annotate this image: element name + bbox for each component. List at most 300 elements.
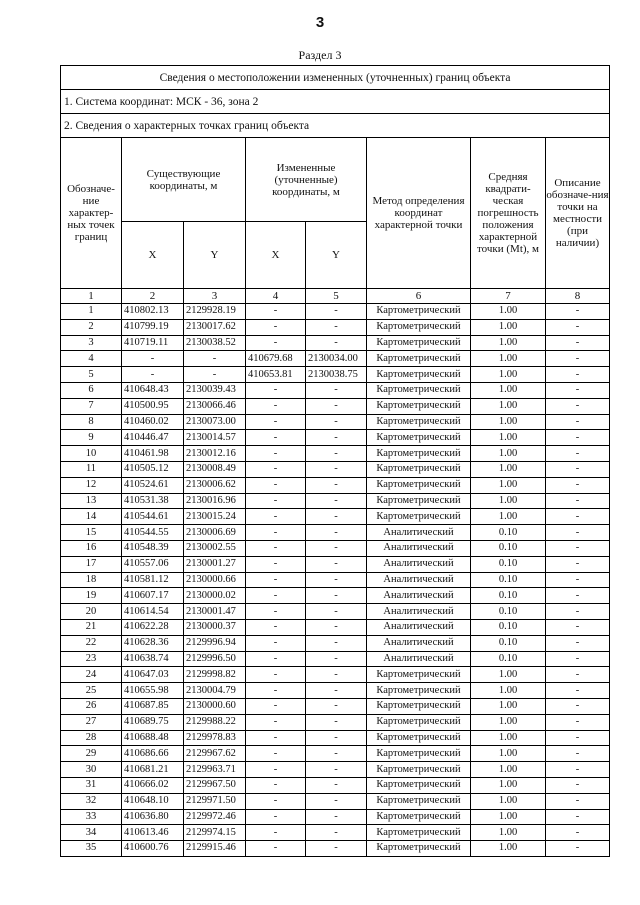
accuracy: 0.10 — [471, 540, 546, 556]
accuracy: 1.00 — [471, 762, 546, 778]
method: Аналитический — [367, 525, 471, 541]
accuracy: 0.10 — [471, 651, 546, 667]
table-row — [61, 683, 610, 699]
method: Картометрический — [367, 714, 471, 730]
column-number: 2 — [122, 289, 184, 304]
description: - — [546, 683, 610, 699]
changed-y: - — [306, 319, 367, 335]
description: - — [546, 304, 610, 320]
accuracy: 1.00 — [471, 714, 546, 730]
table-row — [61, 762, 610, 778]
existing-y: 2130000.66 — [184, 572, 246, 588]
existing-y: 2130012.16 — [184, 446, 246, 462]
description: - — [546, 714, 610, 730]
existing-x: 410461.98 — [122, 446, 184, 462]
accuracy: 1.00 — [471, 351, 546, 367]
existing-x: 410638.74 — [122, 651, 184, 667]
existing-x: 410446.47 — [122, 430, 184, 446]
changed-y: - — [306, 382, 367, 398]
changed-y: - — [306, 335, 367, 351]
point-number: 7 — [61, 398, 122, 414]
point-number: 3 — [61, 335, 122, 351]
changed-y: - — [306, 525, 367, 541]
description: - — [546, 319, 610, 335]
point-number: 12 — [61, 477, 122, 493]
changed-x: - — [246, 683, 306, 699]
table-row — [61, 430, 610, 446]
description: - — [546, 777, 610, 793]
point-number: 5 — [61, 367, 122, 383]
header-description: Описание обозначе-ния точки на местности (при наличии) — [546, 138, 610, 289]
changed-x: - — [246, 446, 306, 462]
method: Картометрический — [367, 809, 471, 825]
table-row — [61, 825, 610, 841]
changed-y: - — [306, 572, 367, 588]
accuracy: 1.00 — [471, 667, 546, 683]
changed-x: - — [246, 730, 306, 746]
changed-x: - — [246, 461, 306, 477]
point-number: 30 — [61, 762, 122, 778]
method: Картометрический — [367, 430, 471, 446]
existing-y: 2129972.46 — [184, 809, 246, 825]
description: - — [546, 367, 610, 383]
header-existing-y: Y — [184, 222, 246, 289]
existing-x: 410607.17 — [122, 588, 184, 604]
changed-x: - — [246, 604, 306, 620]
changed-y: - — [306, 651, 367, 667]
point-number: 33 — [61, 809, 122, 825]
changed-y: - — [306, 841, 367, 857]
existing-y: 2129971.50 — [184, 793, 246, 809]
changed-x: - — [246, 335, 306, 351]
accuracy: 1.00 — [471, 698, 546, 714]
changed-y: - — [306, 762, 367, 778]
point-number: 26 — [61, 698, 122, 714]
point-number: 29 — [61, 746, 122, 762]
section-label: Раздел 3 — [298, 48, 342, 62]
description: - — [546, 651, 610, 667]
point-number: 27 — [61, 714, 122, 730]
column-number: 3 — [184, 289, 246, 304]
changed-x: - — [246, 651, 306, 667]
existing-y: 2130006.69 — [184, 525, 246, 541]
table-row — [61, 619, 610, 635]
column-number: 6 — [367, 289, 471, 304]
table-row — [61, 540, 610, 556]
accuracy: 1.00 — [471, 430, 546, 446]
existing-x: 410544.55 — [122, 525, 184, 541]
column-number: 8 — [546, 289, 610, 304]
description: - — [546, 730, 610, 746]
accuracy: 0.10 — [471, 556, 546, 572]
method: Картометрический — [367, 414, 471, 430]
header-method: Метод определения координат характерной точки — [367, 138, 471, 289]
table-row — [61, 477, 610, 493]
existing-x: 410687.85 — [122, 698, 184, 714]
table-row — [61, 367, 610, 383]
changed-x: - — [246, 509, 306, 525]
table-row — [61, 493, 610, 509]
existing-x: 410648.10 — [122, 793, 184, 809]
accuracy: 1.00 — [471, 841, 546, 857]
description: - — [546, 335, 610, 351]
description: - — [546, 667, 610, 683]
table-row — [61, 319, 610, 335]
changed-y: - — [306, 698, 367, 714]
column-number: 1 — [61, 289, 122, 304]
table-row — [61, 509, 610, 525]
existing-y: 2130008.49 — [184, 461, 246, 477]
accuracy: 0.10 — [471, 572, 546, 588]
accuracy: 1.00 — [471, 825, 546, 841]
description: - — [546, 841, 610, 857]
changed-x: - — [246, 809, 306, 825]
table-row — [61, 651, 610, 667]
existing-x: 410500.95 — [122, 398, 184, 414]
existing-y: 2130000.37 — [184, 619, 246, 635]
existing-y: 2129978.83 — [184, 730, 246, 746]
point-number: 25 — [61, 683, 122, 699]
table-row — [61, 556, 610, 572]
accuracy: 0.10 — [471, 635, 546, 651]
point-number: 1 — [61, 304, 122, 320]
existing-y: 2130001.47 — [184, 604, 246, 620]
page-number: 3 — [315, 14, 325, 31]
description: - — [546, 540, 610, 556]
method: Картометрический — [367, 319, 471, 335]
changed-y: - — [306, 809, 367, 825]
existing-y: 2129928.19 — [184, 304, 246, 320]
point-number: 28 — [61, 730, 122, 746]
existing-x: 410581.12 — [122, 572, 184, 588]
changed-y: - — [306, 667, 367, 683]
description: - — [546, 572, 610, 588]
header-existing-x: X — [122, 222, 184, 289]
existing-y: 2129967.62 — [184, 746, 246, 762]
accuracy: 0.10 — [471, 619, 546, 635]
method: Картометрический — [367, 793, 471, 809]
point-number: 15 — [61, 525, 122, 541]
changed-x: - — [246, 525, 306, 541]
changed-y: - — [306, 398, 367, 414]
point-number: 9 — [61, 430, 122, 446]
existing-x: 410681.21 — [122, 762, 184, 778]
point-number: 13 — [61, 493, 122, 509]
changed-y: - — [306, 825, 367, 841]
changed-y: - — [306, 477, 367, 493]
description: - — [546, 635, 610, 651]
method: Картометрический — [367, 667, 471, 683]
method: Картометрический — [367, 746, 471, 762]
changed-y: - — [306, 793, 367, 809]
accuracy: 1.00 — [471, 493, 546, 509]
point-number: 14 — [61, 509, 122, 525]
existing-y: - — [184, 351, 246, 367]
point-number: 34 — [61, 825, 122, 841]
point-number: 23 — [61, 651, 122, 667]
point-number: 20 — [61, 604, 122, 620]
header-designation: Обозначе-ние характер-ных точек границ — [61, 138, 122, 289]
changed-y: - — [306, 493, 367, 509]
table-row — [61, 604, 610, 620]
accuracy: 0.10 — [471, 525, 546, 541]
point-number: 19 — [61, 588, 122, 604]
method: Картометрический — [367, 777, 471, 793]
description: - — [546, 762, 610, 778]
method: Аналитический — [367, 556, 471, 572]
existing-x: 410557.06 — [122, 556, 184, 572]
table-row — [61, 841, 610, 857]
description: - — [546, 414, 610, 430]
header-existing-coords: Существующие координаты, м — [122, 138, 246, 222]
existing-x: 410531.38 — [122, 493, 184, 509]
column-number-row — [61, 289, 610, 304]
existing-x: 410460.02 — [122, 414, 184, 430]
table-row — [61, 698, 610, 714]
accuracy: 1.00 — [471, 683, 546, 699]
accuracy: 1.00 — [471, 319, 546, 335]
existing-x: - — [122, 351, 184, 367]
method: Картометрический — [367, 698, 471, 714]
existing-x: 410648.43 — [122, 382, 184, 398]
accuracy: 1.00 — [471, 335, 546, 351]
existing-x: 410636.80 — [122, 809, 184, 825]
existing-x: 410622.28 — [122, 619, 184, 635]
point-number: 21 — [61, 619, 122, 635]
method: Картометрический — [367, 825, 471, 841]
method: Картометрический — [367, 382, 471, 398]
changed-y: - — [306, 304, 367, 320]
boundary-points-table — [60, 65, 610, 857]
method: Картометрический — [367, 477, 471, 493]
changed-x: - — [246, 319, 306, 335]
existing-x: 410548.39 — [122, 540, 184, 556]
method: Картометрический — [367, 493, 471, 509]
description: - — [546, 825, 610, 841]
point-number: 16 — [61, 540, 122, 556]
method: Картометрический — [367, 304, 471, 320]
changed-y: - — [306, 588, 367, 604]
method: Картометрический — [367, 446, 471, 462]
existing-x: 410655.98 — [122, 683, 184, 699]
changed-y: - — [306, 446, 367, 462]
description: - — [546, 477, 610, 493]
changed-x: - — [246, 540, 306, 556]
existing-y: 2130006.62 — [184, 477, 246, 493]
existing-y: 2130000.60 — [184, 698, 246, 714]
existing-x: 410505.12 — [122, 461, 184, 477]
table-row — [61, 351, 610, 367]
existing-y: 2130016.96 — [184, 493, 246, 509]
changed-y: - — [306, 430, 367, 446]
point-number: 18 — [61, 572, 122, 588]
table-row — [61, 304, 610, 320]
table-row — [61, 809, 610, 825]
existing-x: 410647.03 — [122, 667, 184, 683]
accuracy: 1.00 — [471, 414, 546, 430]
coordinate-system: 1. Система координат: МСК - 36, зона 2 — [61, 90, 610, 114]
table-row — [61, 572, 610, 588]
method: Картометрический — [367, 841, 471, 857]
table-row — [61, 588, 610, 604]
accuracy: 1.00 — [471, 304, 546, 320]
existing-y: 2130002.55 — [184, 540, 246, 556]
existing-y: 2130039.43 — [184, 382, 246, 398]
description: - — [546, 556, 610, 572]
existing-y: - — [184, 367, 246, 383]
accuracy: 1.00 — [471, 446, 546, 462]
table-row — [61, 461, 610, 477]
method: Картометрический — [367, 367, 471, 383]
existing-y: 2129998.82 — [184, 667, 246, 683]
existing-y: 2129915.46 — [184, 841, 246, 857]
accuracy: 0.10 — [471, 588, 546, 604]
changed-x: - — [246, 398, 306, 414]
accuracy: 1.00 — [471, 509, 546, 525]
column-number: 5 — [306, 289, 367, 304]
table-row — [61, 525, 610, 541]
description: - — [546, 461, 610, 477]
changed-x: - — [246, 714, 306, 730]
changed-x: - — [246, 414, 306, 430]
changed-y: - — [306, 461, 367, 477]
table-row — [61, 714, 610, 730]
accuracy: 1.00 — [471, 746, 546, 762]
existing-x: 410613.46 — [122, 825, 184, 841]
existing-x: 410628.36 — [122, 635, 184, 651]
method: Картометрический — [367, 762, 471, 778]
changed-x: - — [246, 588, 306, 604]
existing-x: 410600.76 — [122, 841, 184, 857]
changed-x: - — [246, 667, 306, 683]
description: - — [546, 588, 610, 604]
description: - — [546, 698, 610, 714]
changed-y: - — [306, 540, 367, 556]
accuracy: 1.00 — [471, 477, 546, 493]
changed-x: - — [246, 746, 306, 762]
method: Аналитический — [367, 540, 471, 556]
description: - — [546, 793, 610, 809]
changed-y: - — [306, 414, 367, 430]
table-row — [61, 398, 610, 414]
accuracy: 1.00 — [471, 398, 546, 414]
point-number: 22 — [61, 635, 122, 651]
changed-x: - — [246, 572, 306, 588]
changed-x: - — [246, 635, 306, 651]
description: - — [546, 619, 610, 635]
existing-y: 2130014.57 — [184, 430, 246, 446]
changed-y: - — [306, 556, 367, 572]
method: Картометрический — [367, 461, 471, 477]
existing-y: 2130000.02 — [184, 588, 246, 604]
changed-y: - — [306, 746, 367, 762]
description: - — [546, 525, 610, 541]
point-number: 6 — [61, 382, 122, 398]
accuracy: 0.10 — [471, 604, 546, 620]
existing-y: 2130017.62 — [184, 319, 246, 335]
point-number: 24 — [61, 667, 122, 683]
existing-y: 2129996.50 — [184, 651, 246, 667]
method: Аналитический — [367, 651, 471, 667]
method: Аналитический — [367, 619, 471, 635]
table-row — [61, 777, 610, 793]
existing-y: 2130015.24 — [184, 509, 246, 525]
existing-y: 2130004.79 — [184, 683, 246, 699]
header-changed-x: X — [246, 222, 306, 289]
table-row — [61, 446, 610, 462]
point-number: 4 — [61, 351, 122, 367]
changed-y: - — [306, 683, 367, 699]
description: - — [546, 382, 610, 398]
existing-x: 410686.66 — [122, 746, 184, 762]
description: - — [546, 493, 610, 509]
description: - — [546, 446, 610, 462]
description: - — [546, 809, 610, 825]
existing-y: 2130073.00 — [184, 414, 246, 430]
existing-y: 2129963.71 — [184, 762, 246, 778]
point-number: 35 — [61, 841, 122, 857]
description: - — [546, 746, 610, 762]
table-row — [61, 382, 610, 398]
accuracy: 1.00 — [471, 382, 546, 398]
table-row — [61, 414, 610, 430]
changed-x: - — [246, 430, 306, 446]
accuracy: 1.00 — [471, 461, 546, 477]
method: Аналитический — [367, 635, 471, 651]
method: Картометрический — [367, 509, 471, 525]
description: - — [546, 509, 610, 525]
table-row — [61, 746, 610, 762]
existing-y: 2129996.94 — [184, 635, 246, 651]
existing-x: 410689.75 — [122, 714, 184, 730]
table-row — [61, 730, 610, 746]
header-changed-coords: Измененные (уточненные) координаты, м — [246, 138, 367, 222]
description: - — [546, 351, 610, 367]
column-number: 7 — [471, 289, 546, 304]
point-number: 10 — [61, 446, 122, 462]
changed-x: 410653.81 — [246, 367, 306, 383]
table-title: Сведения о местоположении измененных (уточненных) границ объекта — [61, 66, 610, 90]
method: Картометрический — [367, 683, 471, 699]
point-number: 2 — [61, 319, 122, 335]
accuracy: 1.00 — [471, 809, 546, 825]
point-number: 11 — [61, 461, 122, 477]
header-accuracy: Средняя квадрати-ческая погрешность положения характерной точки (Mt), м — [471, 138, 546, 289]
changed-x: - — [246, 304, 306, 320]
table-row — [61, 635, 610, 651]
accuracy: 1.00 — [471, 367, 546, 383]
method: Картометрический — [367, 398, 471, 414]
existing-x: 410666.02 — [122, 777, 184, 793]
existing-x: 410799.19 — [122, 319, 184, 335]
changed-y: - — [306, 730, 367, 746]
existing-x: - — [122, 367, 184, 383]
existing-y: 2130001.27 — [184, 556, 246, 572]
existing-y: 2130038.52 — [184, 335, 246, 351]
method: Аналитический — [367, 604, 471, 620]
changed-y: 2130034.00 — [306, 351, 367, 367]
changed-x: - — [246, 382, 306, 398]
existing-x: 410544.61 — [122, 509, 184, 525]
changed-x: - — [246, 477, 306, 493]
changed-y: - — [306, 777, 367, 793]
changed-x: - — [246, 841, 306, 857]
description: - — [546, 398, 610, 414]
changed-x: - — [246, 762, 306, 778]
accuracy: 1.00 — [471, 777, 546, 793]
changed-y: - — [306, 509, 367, 525]
changed-y: - — [306, 714, 367, 730]
